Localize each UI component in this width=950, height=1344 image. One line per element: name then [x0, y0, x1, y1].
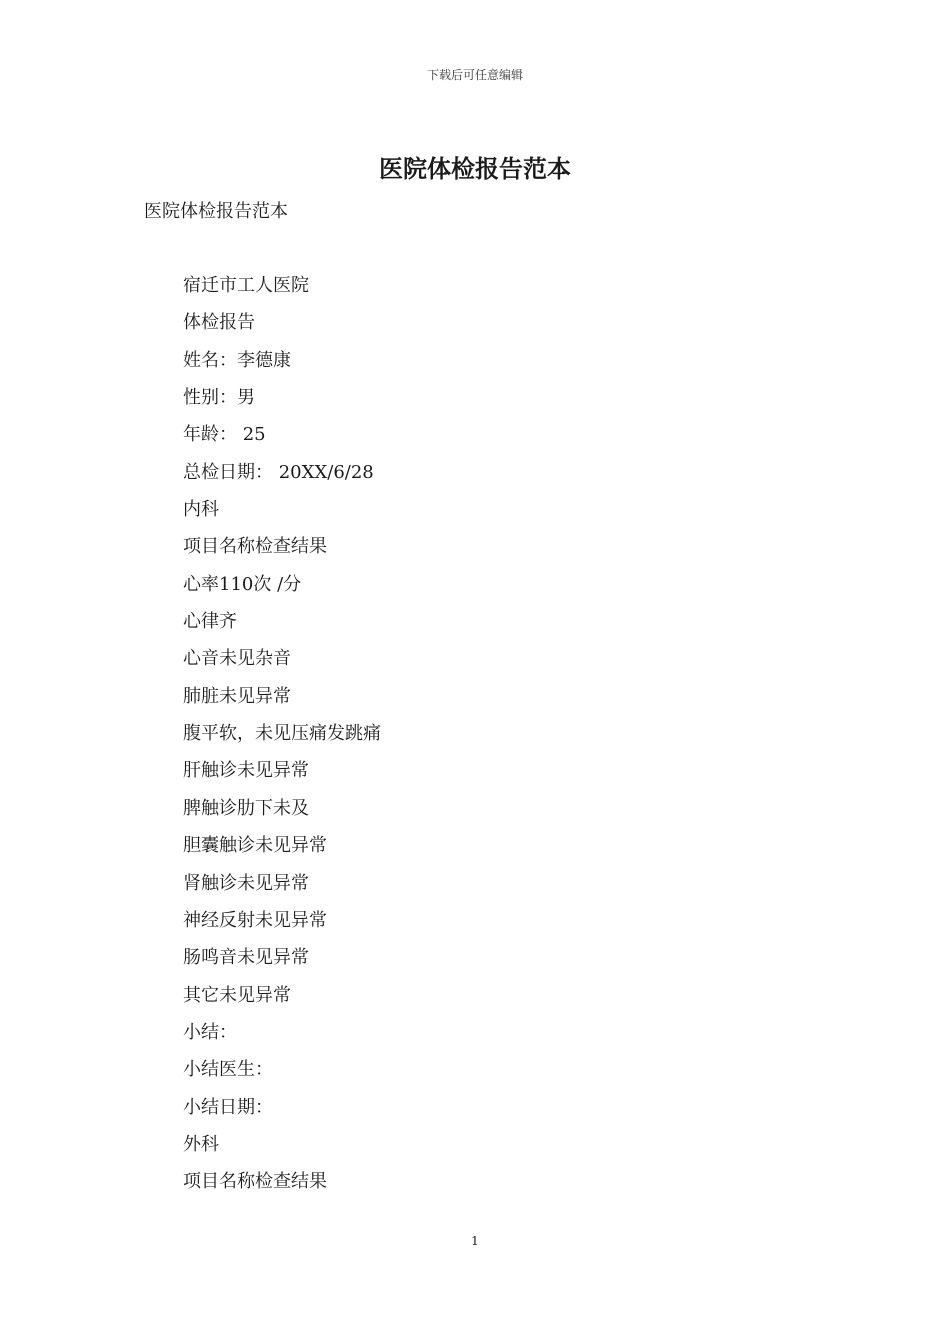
page-header: 下载后可任意编辑 [426, 68, 523, 82]
document-subtitle: 医院体检报告范本 [144, 201, 288, 222]
patient-name: 姓名：李德康 [183, 349, 291, 371]
patient-age: 年龄： 25 [183, 424, 266, 446]
summary-date-label: 小结日期： [183, 1096, 273, 1118]
result-line: 肝触诊未见异常 [183, 760, 309, 782]
result-line: 腹平软，未见压痛发跳痛 [183, 723, 381, 745]
result-line: 肠鸣音未见异常 [183, 947, 309, 969]
hospital-name: 宿迁市工人医院 [183, 275, 309, 296]
report-heading: 体检报告 [183, 312, 255, 334]
summary-doctor-label: 小结医生： [183, 1059, 273, 1081]
result-line: 神经反射未见异常 [183, 909, 327, 931]
page-number: 1 [471, 1234, 479, 1248]
column-header: 项目名称检查结果 [183, 1171, 327, 1193]
exam-date: 总检日期： 20XX/6/28 [183, 461, 374, 483]
report-lines [183, 273, 381, 1207]
summary-label: 小结： [183, 1021, 237, 1043]
result-line: 肺脏未见异常 [183, 685, 291, 707]
section-surgery: 外科 [183, 1133, 219, 1155]
column-header: 项目名称检查结果 [183, 536, 327, 558]
result-line: 胆囊触诊未见异常 [183, 835, 327, 857]
document-title: 医院体检报告范本 [379, 154, 571, 183]
result-line: 其它未见异常 [183, 984, 291, 1006]
result-line: 脾触诊肋下未及 [183, 797, 309, 819]
result-line: 心律齐 [183, 611, 237, 633]
section-internal-medicine: 内科 [183, 499, 219, 521]
result-line: 心音未见杂音 [183, 648, 291, 670]
result-line: 心率110次 /分 [183, 573, 302, 595]
result-line: 肾触诊未见异常 [183, 872, 309, 894]
patient-gender: 性别：男 [183, 387, 255, 409]
